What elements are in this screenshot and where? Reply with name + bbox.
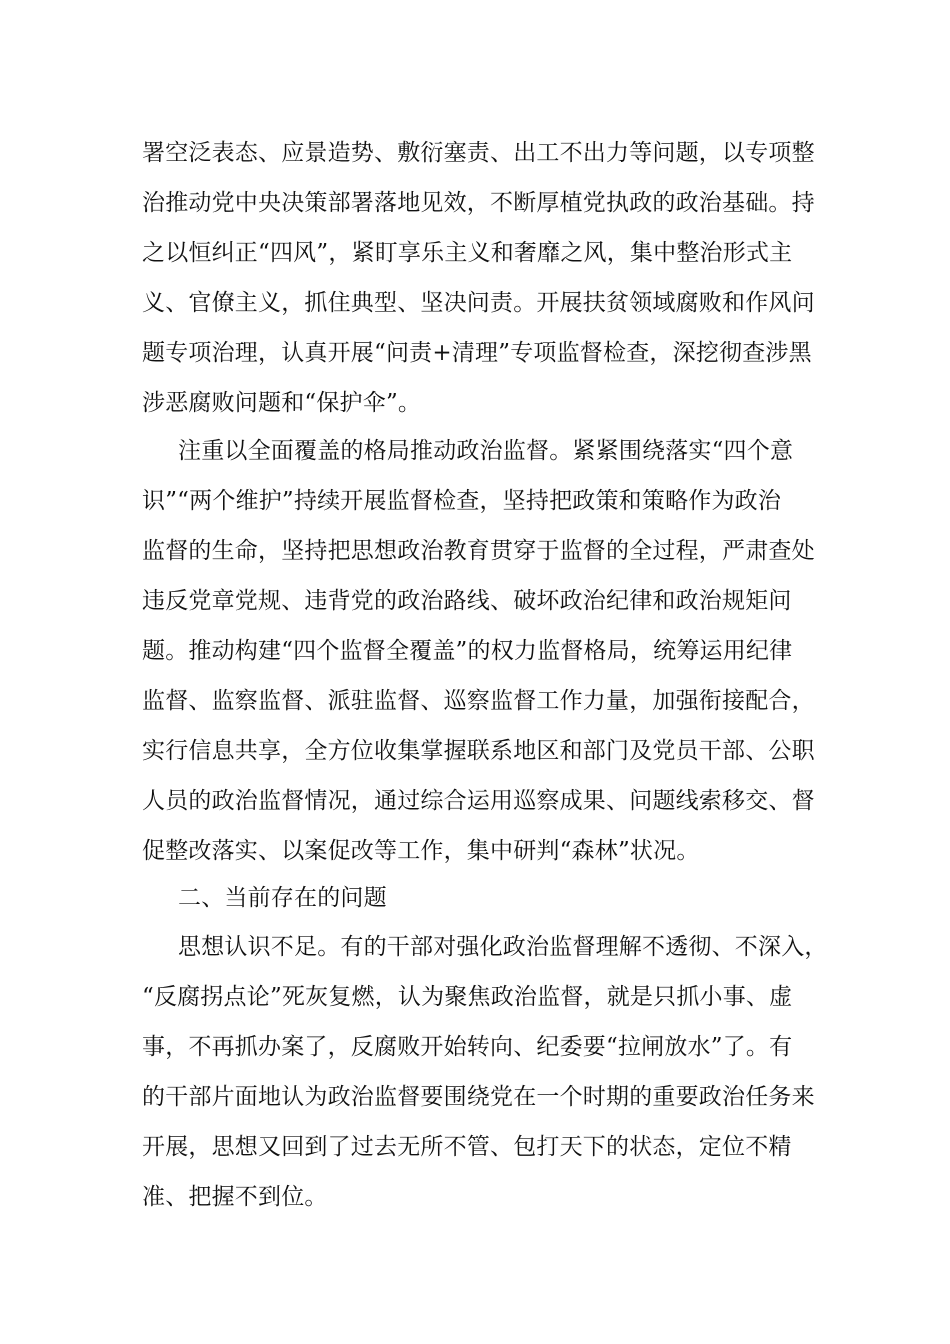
paragraph-1-line-3: 之以恒纠正“四风”，紧盯享乐主义和奢靡之风，集中整治形式主 bbox=[142, 240, 793, 266]
section-heading: 二、当前存在的问题 bbox=[178, 885, 387, 911]
paragraph-3-line-6: 准、把握不到位。 bbox=[142, 1184, 328, 1210]
paragraph-2-line-4: 违反党章党规、违背党的政治路线、破坏政治纪律和政治规矩问 bbox=[142, 588, 792, 614]
paragraph-2-line-2: 识”“两个维护”持续开展监督检查，坚持把政策和策略作为政治 bbox=[142, 488, 782, 514]
paragraph-3-line-2: “反腐拐点论”死灰复燃，认为聚焦政治监督，就是只抓小事、虚 bbox=[142, 984, 793, 1010]
paragraph-2-line-7: 实行信息共享，全方位收集掌握联系地区和部门及党员干部、公职 bbox=[142, 738, 815, 764]
paragraph-2-line-8: 人员的政治监督情况，通过综合运用巡察成果、问题线索移交、督 bbox=[142, 788, 815, 814]
paragraph-3-line-4: 的干部片面地认为政治监督要围绕党在一个时期的重要政治任务来 bbox=[142, 1084, 815, 1110]
paragraph-1-line-6: 涉恶腐败问题和“保护伞”。 bbox=[142, 390, 422, 416]
paragraph-3-line-1: 思想认识不足。有的干部对强化政治监督理解不透彻、不深入， bbox=[178, 934, 828, 960]
paragraph-1-line-5: 题专项治理，认真开展“问责+清理”专项监督检查，深挖彻查涉黑 bbox=[142, 340, 812, 366]
paragraph-1-line-1: 署空泛表态、应景造势、敷衍塞责、出工不出力等问题，以专项整 bbox=[142, 140, 815, 166]
paragraph-3-line-5: 开展，思想又回到了过去无所不管、包打天下的状态，定位不精 bbox=[142, 1134, 792, 1160]
paragraph-2-line-3: 监督的生命，坚持把思想政治教育贯穿于监督的全过程，严肃查处 bbox=[142, 538, 815, 564]
paragraph-3-line-3: 事，不再抓办案了，反腐败开始转向、纪委要“拉闸放水”了。有 bbox=[142, 1034, 793, 1060]
paragraph-2-line-6: 监督、监察监督、派驻监督、巡察监督工作力量，加强衔接配合， bbox=[142, 688, 815, 714]
paragraph-2-line-5: 题。推动构建“四个监督全覆盖”的权力监督格局，统筹运用纪律 bbox=[142, 638, 793, 664]
paragraph-1-line-4: 义、官僚主义，抓住典型、坚决问责。开展扶贫领域腐败和作风问 bbox=[142, 290, 815, 316]
paragraph-2-line-9: 促整改落实、以案促改等工作，集中研判“森林”状况。 bbox=[142, 838, 700, 864]
paragraph-1-line-2: 治推动党中央决策部署落地见效，不断厚植党执政的政治基础。持 bbox=[142, 190, 815, 216]
paragraph-2-line-1: 注重以全面覆盖的格局推动政治监督。紧紧围绕落实“四个意 bbox=[178, 438, 794, 464]
